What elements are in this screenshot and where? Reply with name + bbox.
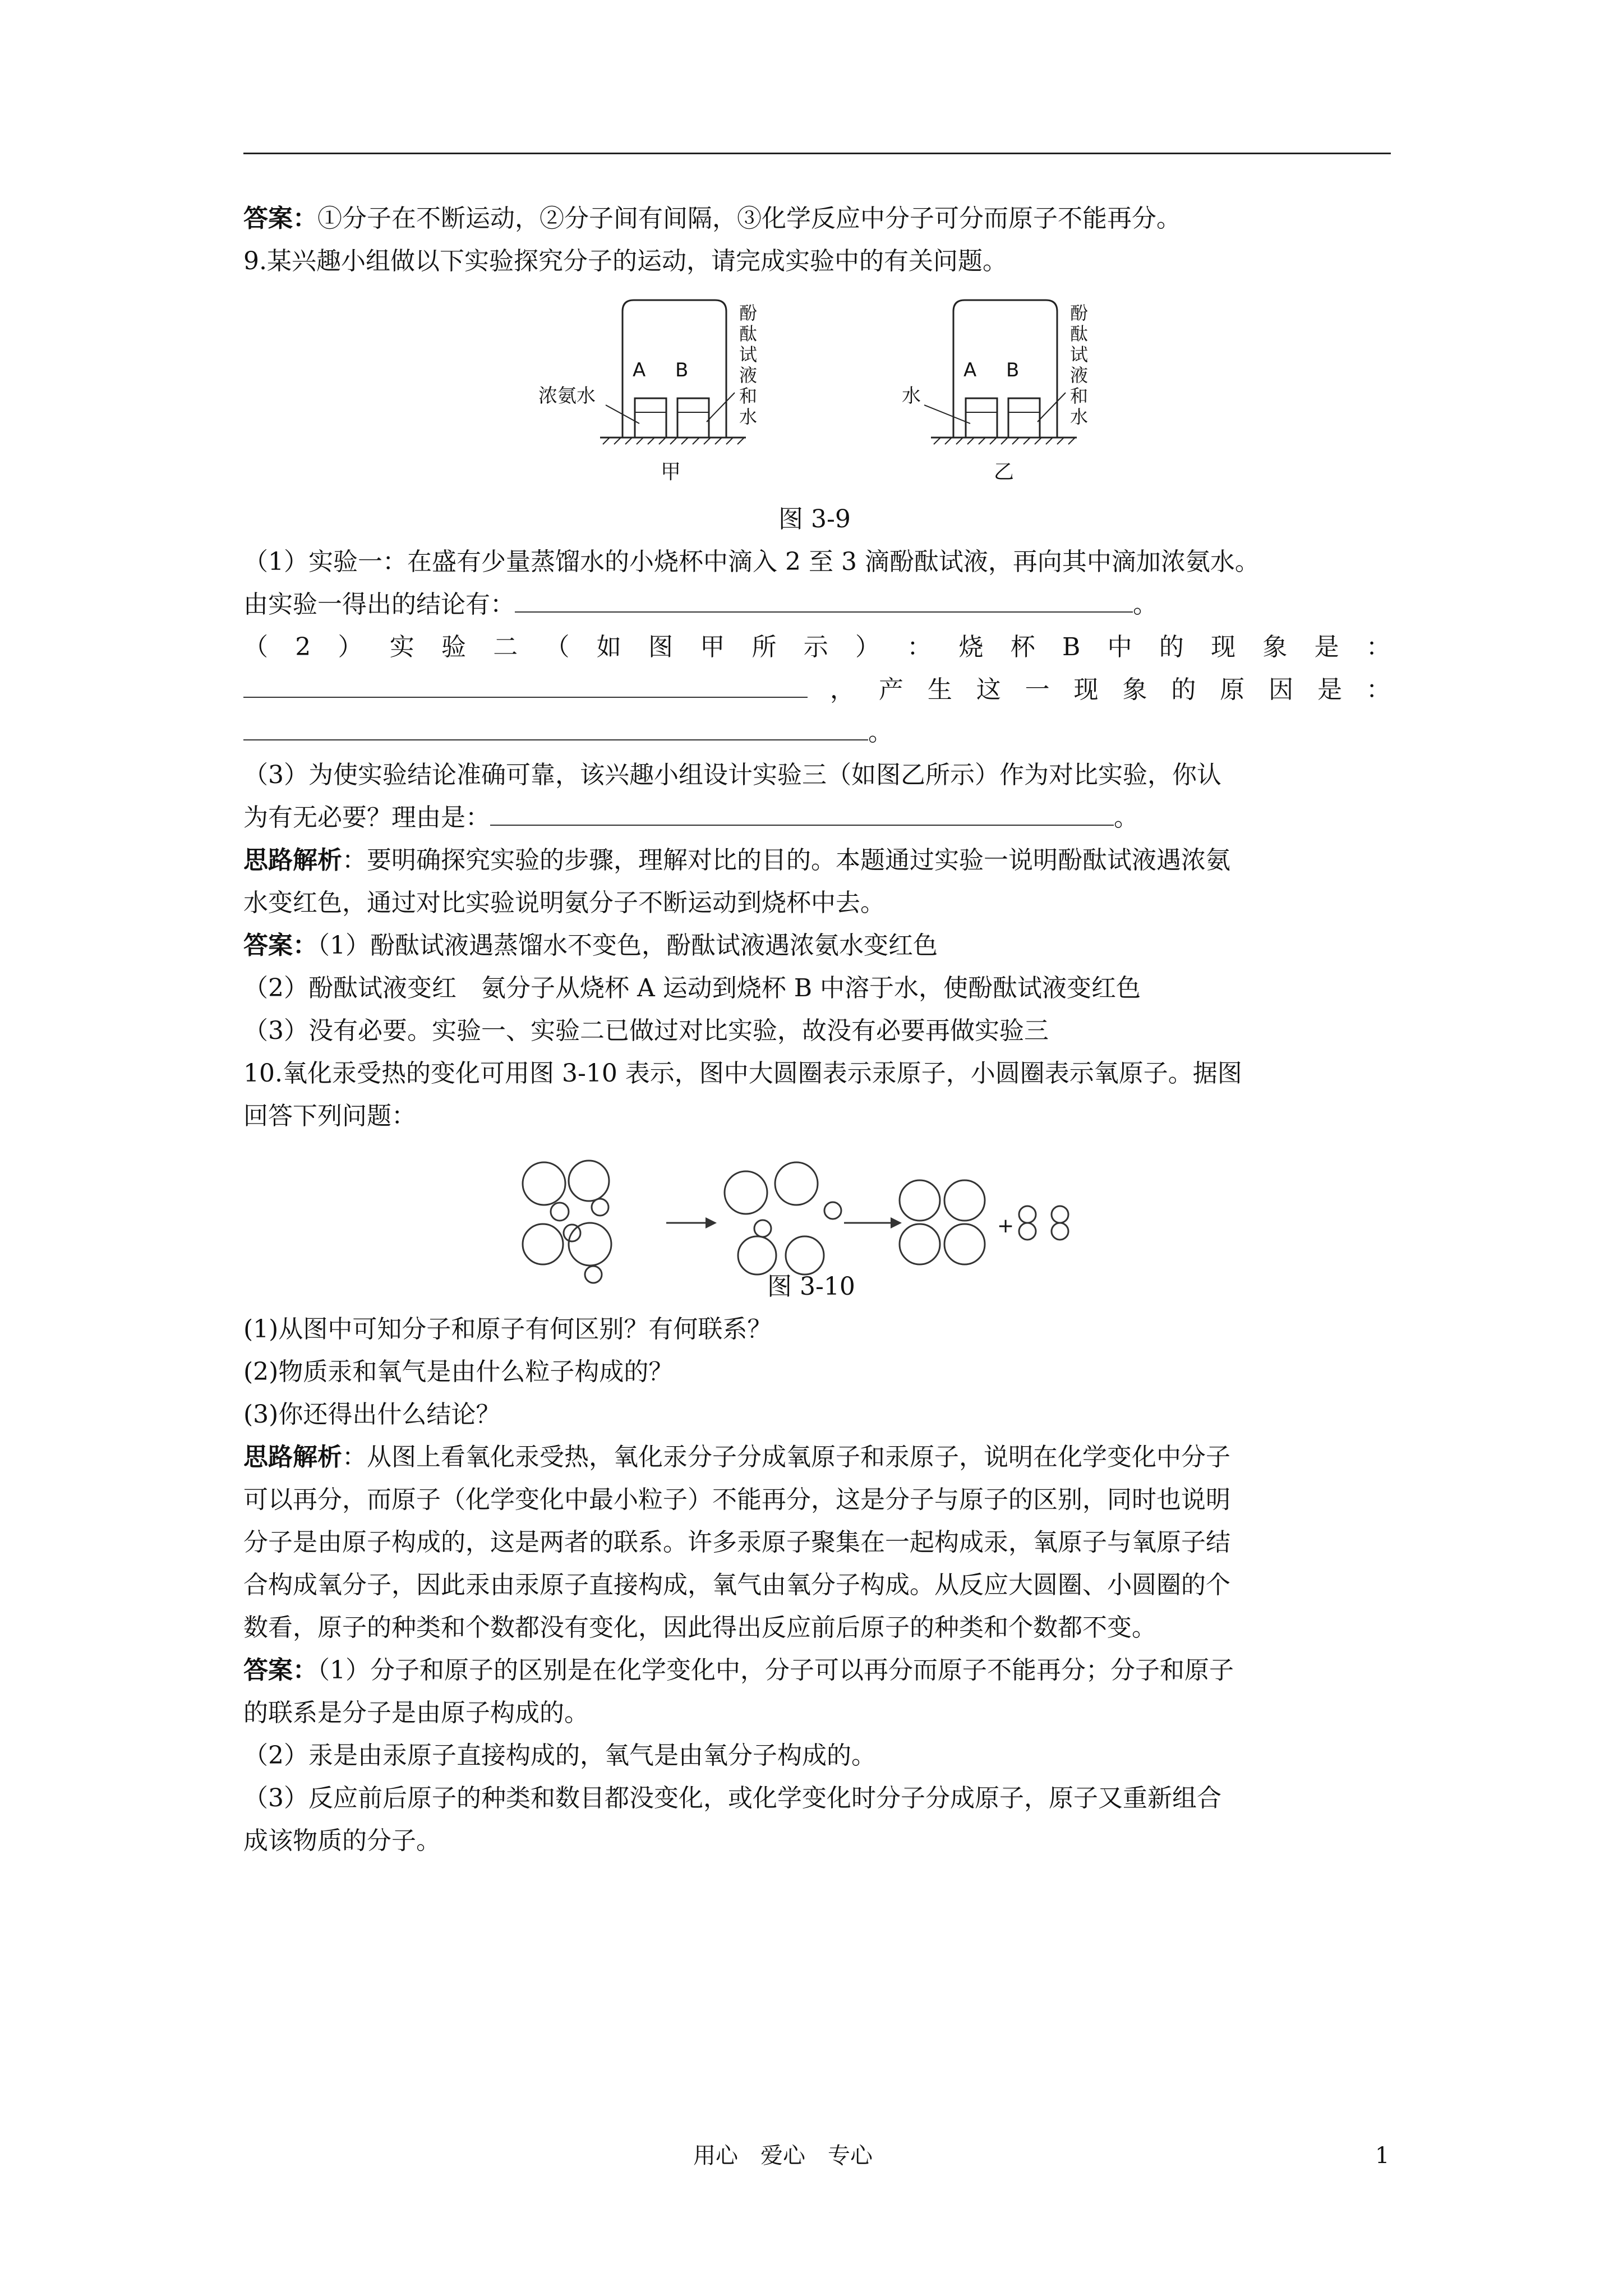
char: 图 <box>648 633 673 661</box>
header-rule <box>243 153 1391 154</box>
q9-part2-line1 <box>243 631 1391 664</box>
char: ： <box>1366 675 1391 704</box>
q10-sub1: (1)从图中可知分子和原子有何区别？有何联系？ <box>243 1315 772 1343</box>
text: 。 <box>1133 590 1158 619</box>
label-beaker-b: B <box>675 359 689 381</box>
footer-motto: 用心 爱心 专心 <box>693 2143 873 2169</box>
char: ） <box>855 633 880 661</box>
text: 为有无必要？理由是： <box>243 803 490 832</box>
text: 从图上看氧化汞受热，氧化汞分子分成氧原子和汞原子，说明在化学变化中分子 <box>367 1443 1230 1471</box>
q10-answer-line5: 成该物质的分子。 <box>243 1826 441 1855</box>
q9-part1-line2 <box>243 588 1391 622</box>
figure-3-9-caption: 图 3-9 <box>778 505 851 533</box>
char: 实 <box>389 633 414 661</box>
char: 如 <box>596 633 621 661</box>
char: 二 <box>493 633 518 661</box>
q10-title-line2: 回答下列问题： <box>243 1102 416 1130</box>
char: ： <box>1366 633 1391 661</box>
char: 现 <box>1211 633 1236 661</box>
q9-title: 9.某兴趣小组做以下实验探究分子的运动，请完成实验中的有关问题。 <box>243 247 1007 275</box>
answer-label: 答案： <box>243 931 317 960</box>
figure-3-9-right <box>897 297 1133 488</box>
answer-label: 答案： <box>243 1656 317 1685</box>
char: 烧 <box>958 633 984 661</box>
char: 中 <box>1107 633 1132 661</box>
label-water: 水 <box>902 385 921 407</box>
answer-text: ①分子在不断运动，②分子间有间隔，③化学反应中分子可分而原子不能再分。 <box>317 204 1181 233</box>
text: ： <box>342 1443 367 1471</box>
char: （ <box>545 633 570 661</box>
answer-blank[interactable] <box>515 588 1133 613</box>
q10-analysis-line1 <box>243 1441 1391 1474</box>
text: （1）分子和原子的区别是在化学变化中，分子可以再分而原子不能再分；分子和原子 <box>317 1656 1234 1685</box>
char: B <box>1062 633 1081 661</box>
previous-answer <box>243 202 1391 236</box>
char: 所 <box>751 633 777 661</box>
plus-sign: + <box>997 1214 1015 1237</box>
label-beaker-a-right: A <box>963 359 977 381</box>
q10-answer-line3: （2）汞是由汞原子直接构成的，氧气是由氧分子构成的。 <box>243 1741 876 1770</box>
analysis-label: 思路解析 <box>243 1443 342 1471</box>
label-phenolphthalein-right: 酚酞试液和水 <box>1070 302 1089 427</box>
answer-blank[interactable] <box>243 716 868 740</box>
char: 的 <box>1171 675 1196 704</box>
char: 验 <box>441 633 466 661</box>
answer-label: 答案： <box>243 204 317 233</box>
figure-3-10-caption: 图 3-10 <box>767 1272 855 1301</box>
text: 由实验一得出的结论有： <box>243 590 515 619</box>
answer-blank[interactable] <box>243 673 808 698</box>
char: 是 <box>1317 675 1343 704</box>
q10-answer-line4: （3）反应前后原子的种类和数目都没变化，或化学变化时分子分成原子，原子又重新组合 <box>243 1784 1221 1812</box>
char: 象 <box>1122 675 1147 704</box>
q9-part1-line1: （1）实验一：在盛有少量蒸馏水的小烧杯中滴入 2 至 3 滴酚酞试液，再向其中滴加浓氨水。 <box>243 547 1260 576</box>
char: 生 <box>927 675 952 704</box>
char: 是 <box>1314 633 1339 661</box>
char: ） <box>338 633 363 661</box>
label-beaker-b-right: B <box>1006 359 1020 381</box>
reason-prompt <box>808 673 1391 707</box>
q9-answer-3: （3）没有必要。实验一、实验二已做过对比实验，故没有必要再做实验三 <box>243 1016 1049 1045</box>
char: 原 <box>1220 675 1245 704</box>
q10-answer-line1 <box>243 1654 1391 1687</box>
text: （1）酚酞试液遇蒸馏水不变色，酚酞试液遇浓氨水变红色 <box>317 931 938 960</box>
q10-answer-line2: 的联系是分子是由原子构成的。 <box>243 1699 589 1727</box>
q9-analysis-line1 <box>243 844 1391 877</box>
char: 示 <box>803 633 828 661</box>
label-phenolphthalein-left: 酚酞试液和水 <box>739 302 758 427</box>
char: 因 <box>1269 675 1294 704</box>
q9-part2-line3 <box>243 716 1391 749</box>
label-ammonia: 浓氨水 <box>538 385 596 407</box>
char: 甲 <box>700 633 725 661</box>
sub-label-jia: 甲 <box>661 461 681 484</box>
analysis-label: 思路解析 <box>243 846 342 875</box>
q10-title-line1: 10.氧化汞受热的变化可用图 3-10 表示，图中大圆圈表示汞原子，小圆圈表示氧原子。据图 <box>243 1059 1242 1088</box>
sub-label-yi: 乙 <box>994 461 1015 484</box>
char: 象 <box>1262 633 1288 661</box>
char: 产 <box>878 675 903 704</box>
q10-analysis-line5: 数看，原子的种类和个数都没有变化，因此得出反应前后原子的种类和个数都不变。 <box>243 1613 1156 1642</box>
label-beaker-a: A <box>633 359 646 381</box>
char: 的 <box>1159 633 1184 661</box>
char: （ <box>243 633 268 661</box>
text: 。 <box>868 718 893 747</box>
char: 杯 <box>1010 633 1035 661</box>
q10-sub2: (2)物质汞和氧气是由什么粒子构成的？ <box>243 1358 674 1386</box>
q10-analysis-line4: 合构成氧分子，因此汞由汞原子直接构成，氧气由氧分子构成。从反应大圆圈、小圆圈的个 <box>243 1571 1230 1599</box>
answer-blank[interactable] <box>490 801 1114 826</box>
q9-answer-2: （2）酚酞试液变红 氨分子从烧杯 A 运动到烧杯 B 中溶于水，使酚酞试液变红色 <box>243 974 1141 1002</box>
q10-analysis-line3: 分子是由原子构成的，这是两者的联系。许多汞原子聚集在一起构成汞，氧原子与氧原子结 <box>243 1528 1230 1557</box>
q9-analysis-line2: 水变红色，通过对比实验说明氨分子不断运动到烧杯中去。 <box>243 889 885 917</box>
text: 。 <box>1114 803 1138 832</box>
q9-part2-line2 <box>243 673 1391 707</box>
q9-part3-line1: （3）为使实验结论准确可靠，该兴趣小组设计实验三（如图乙所示）作为对比实验，你认 <box>243 761 1221 789</box>
char: 这 <box>976 675 1001 704</box>
text: 要明确探究实验的步骤，理解对比的目的。本题通过实验一说明酚酞试液遇浓氨 <box>367 846 1230 875</box>
q10-sub3: (3)你还得出什么结论？ <box>243 1400 501 1429</box>
text: ： <box>342 846 367 875</box>
char: ， <box>830 675 855 704</box>
char: 一 <box>1025 675 1050 704</box>
page-number: 1 <box>1375 2143 1390 2169</box>
q9-part3-line2 <box>243 801 1391 835</box>
char: 现 <box>1073 675 1099 704</box>
char: 2 <box>295 633 311 661</box>
q10-analysis-line2: 可以再分，而原子（化学变化中最小粒子）不能再分，这是分子与原子的区别，同时也说明 <box>243 1485 1230 1514</box>
char: ： <box>907 633 932 661</box>
q9-answer-1 <box>243 929 1391 963</box>
